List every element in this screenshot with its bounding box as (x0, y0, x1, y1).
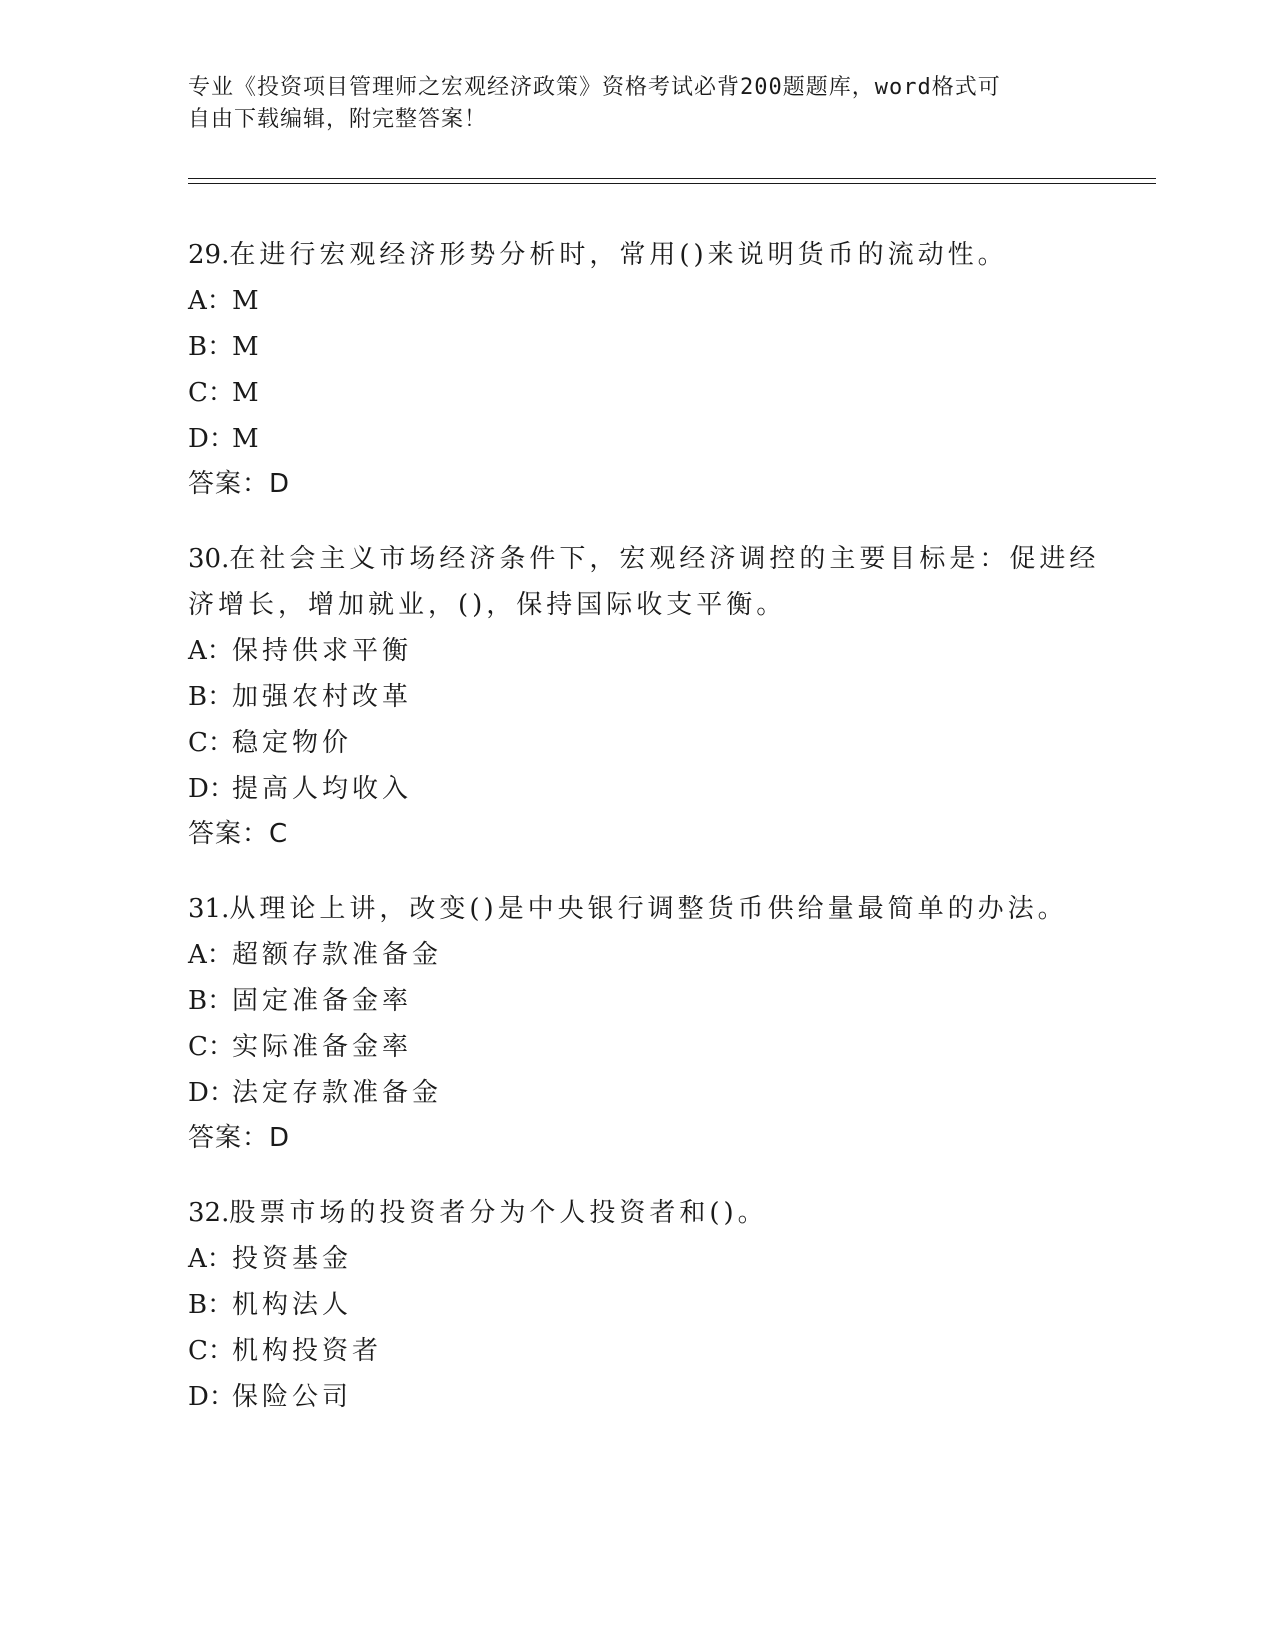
option-text: 加强农村改革 (232, 682, 413, 712)
option-text: 保险公司 (232, 1382, 353, 1412)
question-number: 32. (188, 1198, 230, 1228)
question-31 (188, 886, 1088, 1160)
question-number: 31. (188, 894, 230, 924)
question-stem-line (188, 232, 1088, 278)
option-text: 法定存款准备金 (232, 1078, 443, 1108)
option-text: 实际准备金率 (232, 1032, 413, 1062)
option-key: C： (188, 1336, 234, 1366)
header-line-2: 自由下载编辑，附完整答案！ (188, 107, 488, 132)
option-c (188, 370, 1088, 416)
answer-line: 答案：C (188, 819, 289, 849)
question-stem-line (188, 1190, 1088, 1236)
option-key: C： (188, 378, 234, 408)
question-stem-text: 济增长，增加就业，()，保持国际收支平衡。 (188, 590, 787, 620)
header-line-1: 专业《投资项目管理师之宏观经济政策》资格考试必背200题题库，word格式可 (188, 75, 1001, 100)
question-stem-line (188, 886, 1088, 932)
option-text: M (232, 378, 263, 408)
option-key: B： (188, 332, 234, 362)
question-stem-line (188, 536, 1100, 582)
option-key: D： (188, 774, 235, 804)
option-b (188, 324, 1088, 370)
option-key: D： (188, 1078, 235, 1108)
option-key: D： (188, 1382, 235, 1412)
option-key: C： (188, 728, 234, 758)
option-b (188, 674, 1088, 720)
question-stem-text: 股票市场的投资者分为个人投资者和()。 (229, 1198, 768, 1228)
question-number: 30. (188, 544, 230, 574)
option-c (188, 1024, 1088, 1070)
option-key: C： (188, 1032, 234, 1062)
option-text: M (232, 286, 263, 316)
option-a (188, 278, 1088, 324)
option-key: B： (188, 1290, 234, 1320)
option-a (188, 628, 1088, 674)
question-list (188, 232, 1100, 1450)
answer-line: 答案：D (188, 1123, 291, 1153)
option-key: D： (188, 424, 235, 454)
option-d (188, 416, 1088, 462)
option-c (188, 1328, 1088, 1374)
option-key: A： (188, 1244, 233, 1274)
question-32 (188, 1190, 1088, 1420)
answer-line: 答案：D (188, 469, 291, 499)
option-key: B： (188, 682, 234, 712)
option-key: A： (188, 286, 233, 316)
question-stem-line (188, 582, 1088, 628)
option-text: 稳定物价 (232, 728, 353, 758)
question-29 (188, 232, 1088, 506)
question-30 (188, 536, 1100, 856)
question-stem-text: 在进行宏观经济形势分析时，常用()来说明货币的流动性。 (229, 240, 1008, 270)
option-d (188, 766, 1088, 812)
option-b (188, 1282, 1088, 1328)
option-a (188, 932, 1088, 978)
option-text: 保持供求平衡 (232, 636, 413, 666)
option-text: 机构投资者 (232, 1336, 383, 1366)
option-text: 超额存款准备金 (232, 940, 443, 970)
option-a (188, 1236, 1088, 1282)
option-d (188, 1374, 1088, 1420)
option-b (188, 978, 1088, 1024)
option-d (188, 1070, 1088, 1116)
document-header (188, 72, 1088, 136)
option-text: 固定准备金率 (232, 986, 413, 1016)
option-text: 提高人均收入 (232, 774, 413, 804)
question-number: 29. (188, 240, 230, 270)
option-text: M (232, 424, 263, 454)
option-key: A： (188, 940, 233, 970)
option-key: B： (188, 986, 234, 1016)
option-key: A： (188, 636, 233, 666)
option-text: 投资基金 (232, 1244, 353, 1274)
option-text: 机构法人 (232, 1290, 353, 1320)
question-stem-text: 从理论上讲，改变()是中央银行调整货币供给量最简单的办法。 (229, 894, 1068, 924)
option-text: M (232, 332, 263, 362)
option-c (188, 720, 1088, 766)
header-double-rule (188, 178, 1156, 184)
question-stem-text: 在社会主义市场经济条件下，宏观经济调控的主要目标是：促进经 (229, 544, 1100, 574)
